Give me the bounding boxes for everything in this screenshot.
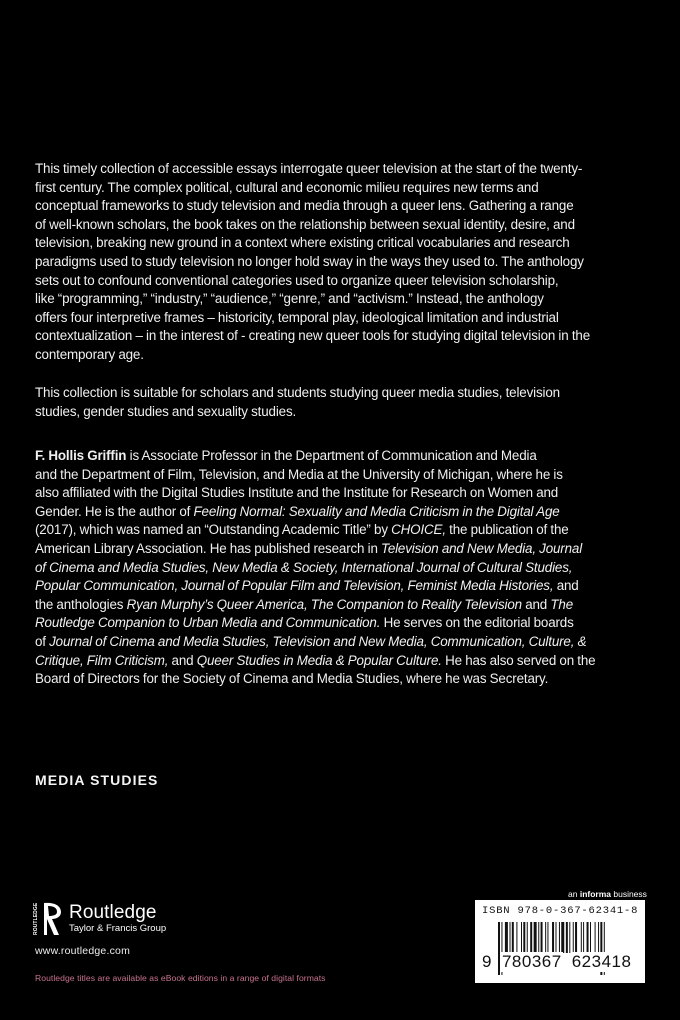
bio-line: (2017), which was named an “Outstanding Academic Title” by CHOICE, the publication of the <box>35 522 569 538</box>
audience-line: studies, gender studies and sexuality studies. <box>35 403 297 419</box>
bio-line: of Cinema and Media Studies, New Media & Society, International Journal of Cultural Studies, <box>35 559 573 575</box>
description-line: conceptual frameworks to study television and media through a queer lens. Gathering a range <box>35 198 574 214</box>
isbn-barcode <box>475 900 645 983</box>
description-line: like “programming,” “industry,” “audience,” “genre,” and “activism.” Instead, the anthology <box>35 291 544 307</box>
bio-line: of Journal of Cinema and Media Studies, Television and New Media, Communication, Culture, & <box>35 633 587 649</box>
publisher-group: Taylor & Francis Group <box>69 923 167 934</box>
audience-line: This collection is suitable for scholars and students studying queer media studies, television <box>35 385 560 400</box>
author-bio <box>35 447 655 689</box>
description-line: first century. The complex political, cultural and economic milieu requires new terms and <box>35 179 539 195</box>
logo-vertical-text: ROUTLEDGE <box>33 902 39 936</box>
description-line: contextualization – in the interest of - creating new queer tools for studying digital television in the <box>35 328 590 344</box>
category-label: MEDIA STUDIES <box>35 772 159 788</box>
author-name: F. Hollis Griffin <box>35 448 127 463</box>
description-line: paradigms used to study television no longer hold sway in the ways they used to. The anthology <box>35 253 584 269</box>
bio-line: also affiliated with the Digital Studies Institute and the Institute for Research on Women and <box>35 485 559 501</box>
informa-tagline: an informa business <box>568 889 647 899</box>
ebook-availability-note: Routledge titles are available as eBook editions in a range of digital formats <box>35 973 326 983</box>
description-line: television, breaking new ground in a context where existing critical vocabularies and research <box>35 235 570 251</box>
bio-line: F. Hollis Griffin is Associate Professor in the Department of Communication and Media <box>35 448 537 463</box>
barcode-digits: 9 780367 623418 <box>482 952 632 971</box>
book-description <box>35 160 655 365</box>
bio-line: Routledge Companion to Urban Media and Communication. He serves on the editorial boards <box>35 615 574 631</box>
description-line: sets out to confound conventional categories used to organize queer television scholarship, <box>35 272 559 288</box>
isbn-label: ISBN 978-0-367-62341-8 <box>482 905 639 917</box>
audience-statement <box>35 384 655 421</box>
description-line: offers four interpretive frames – historicity, temporal play, ideological limitation and industrial <box>35 309 559 325</box>
publisher-logo <box>33 902 166 936</box>
description-line: This timely collection of accessible essays interrogate queer television at the start of the twenty- <box>35 161 583 176</box>
informa-brand: informa <box>579 889 611 899</box>
description-line: of well-known scholars, the book takes on the relationship between sexual identity, desire, and <box>35 216 575 232</box>
publisher-url[interactable]: www.routledge.com <box>35 945 131 957</box>
bio-line: Board of Directors for the Society of Cinema and Media Studies, where he was Secretary. <box>35 671 549 687</box>
bio-line: Gender. He is the author of Feeling Normal: Sexuality and Media Criticism in the Digital Age <box>35 503 560 519</box>
publisher-name: Routledge <box>69 902 157 923</box>
routledge-logo-icon <box>33 902 63 936</box>
bio-line: Popular Communication, Journal of Popular Film and Television, Feminist Media Histories, and <box>35 578 579 594</box>
bio-line: and the Department of Film, Television, and Media at the University of Michigan, where he is <box>35 466 563 482</box>
bio-line: Critique, Film Criticism, and Queer Studies in Media & Popular Culture. He has also served on the <box>35 652 596 668</box>
bio-line: American Library Association. He has published research in Television and New Media, Journal <box>35 540 583 556</box>
description-line: contemporary age. <box>35 346 144 362</box>
bio-line: the anthologies Ryan Murphy’s Queer America, The Companion to Reality Television and The <box>35 596 573 612</box>
